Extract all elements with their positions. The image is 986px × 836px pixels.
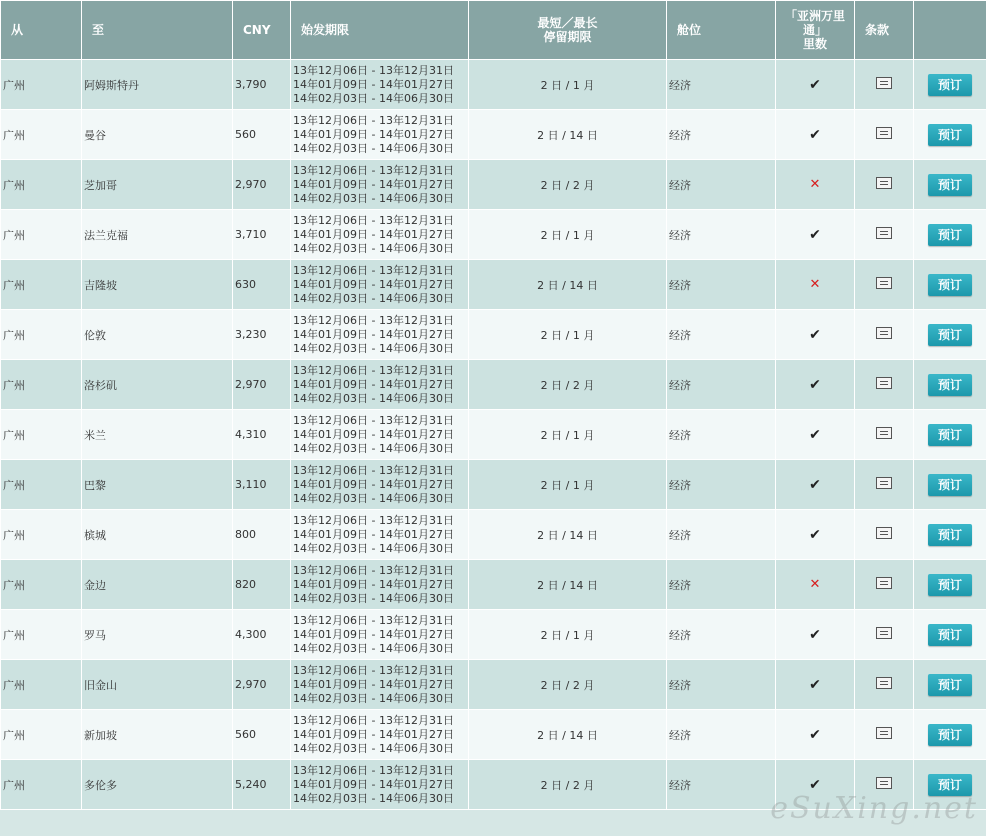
check-icon: ✔ bbox=[809, 676, 821, 693]
header-travel-period: 始发期限 bbox=[291, 1, 469, 60]
table-row bbox=[1, 560, 986, 610]
check-icon: ✔ bbox=[809, 776, 821, 793]
price-cell: 2,970 bbox=[233, 660, 291, 710]
book-cell bbox=[914, 510, 986, 560]
header-action bbox=[914, 1, 986, 60]
travel-period-line: 14年01月09日 - 14年01月27日 bbox=[293, 727, 454, 741]
table-row bbox=[1, 510, 986, 560]
price-cell: 3,230 bbox=[233, 310, 291, 360]
miles-cell bbox=[776, 460, 855, 510]
terms-cell[interactable] bbox=[855, 710, 914, 760]
destination-cell: 曼谷 bbox=[82, 110, 233, 160]
book-cell bbox=[914, 660, 986, 710]
travel-period-line: 14年02月03日 - 14年06月30日 bbox=[293, 391, 454, 405]
cabin-cell: 经济 bbox=[667, 560, 776, 610]
table-row bbox=[1, 660, 986, 710]
travel-period-cell bbox=[291, 260, 469, 310]
from-cell: 广州 bbox=[1, 410, 82, 460]
stay-cell: 2 日 / 14 日 bbox=[469, 560, 667, 610]
travel-period-line: 13年12月06日 - 13年12月31日 bbox=[293, 313, 454, 327]
travel-period-line: 13年12月06日 - 13年12月31日 bbox=[293, 213, 454, 227]
travel-period-line: 14年01月09日 - 14年01月27日 bbox=[293, 327, 454, 341]
check-icon: ✔ bbox=[809, 76, 821, 93]
miles-cell bbox=[776, 360, 855, 410]
terms-document-icon[interactable] bbox=[876, 377, 892, 389]
travel-period-line: 14年01月09日 - 14年01月27日 bbox=[293, 127, 454, 141]
travel-period-line: 14年02月03日 - 14年06月30日 bbox=[293, 91, 454, 105]
table-row bbox=[1, 710, 986, 760]
travel-period-line: 14年02月03日 - 14年06月30日 bbox=[293, 691, 454, 705]
terms-document-icon[interactable] bbox=[876, 777, 892, 789]
header-miles bbox=[776, 1, 855, 60]
header-stay-line2: 停留期限 bbox=[543, 30, 592, 44]
check-icon: ✔ bbox=[809, 526, 821, 543]
book-cell bbox=[914, 760, 986, 810]
travel-period-line: 13年12月06日 - 13年12月31日 bbox=[293, 363, 454, 377]
travel-period-line: 14年02月03日 - 14年06月30日 bbox=[293, 341, 454, 355]
header-terms: 条款 bbox=[855, 1, 914, 60]
miles-cell bbox=[776, 410, 855, 460]
travel-period-cell bbox=[291, 60, 469, 110]
destination-cell: 旧金山 bbox=[82, 660, 233, 710]
stay-cell: 2 日 / 1 月 bbox=[469, 460, 667, 510]
cross-icon: ✕ bbox=[809, 177, 821, 192]
destination-cell: 芝加哥 bbox=[82, 160, 233, 210]
from-cell: 广州 bbox=[1, 710, 82, 760]
table-row bbox=[1, 460, 986, 510]
price-cell: 800 bbox=[233, 510, 291, 560]
book-cell bbox=[914, 160, 986, 210]
travel-period-line: 13年12月06日 - 13年12月31日 bbox=[293, 63, 454, 77]
from-cell: 广州 bbox=[1, 210, 82, 260]
book-button[interactable]: 预订 bbox=[928, 424, 972, 446]
price-cell: 4,310 bbox=[233, 410, 291, 460]
terms-cell[interactable] bbox=[855, 160, 914, 210]
book-button[interactable]: 预订 bbox=[928, 224, 972, 246]
table-row bbox=[1, 260, 986, 310]
travel-period-line: 13年12月06日 - 13年12月31日 bbox=[293, 713, 454, 727]
price-cell: 2,970 bbox=[233, 160, 291, 210]
travel-period-cell bbox=[291, 460, 469, 510]
destination-cell: 罗马 bbox=[82, 610, 233, 660]
travel-period-line: 14年01月09日 - 14年01月27日 bbox=[293, 627, 454, 641]
check-icon: ✔ bbox=[809, 376, 821, 393]
cabin-cell: 经济 bbox=[667, 510, 776, 560]
travel-period-cell bbox=[291, 310, 469, 360]
terms-cell[interactable] bbox=[855, 510, 914, 560]
travel-period-line: 13年12月06日 - 13年12月31日 bbox=[293, 413, 454, 427]
cross-icon: ✕ bbox=[809, 277, 821, 292]
travel-period-line: 14年01月09日 - 14年01月27日 bbox=[293, 427, 454, 441]
destination-cell: 多伦多 bbox=[82, 760, 233, 810]
travel-period-line: 14年02月03日 - 14年06月30日 bbox=[293, 241, 454, 255]
destination-cell: 法兰克福 bbox=[82, 210, 233, 260]
travel-period-line: 13年12月06日 - 13年12月31日 bbox=[293, 763, 454, 777]
travel-period-line: 14年01月09日 - 14年01月27日 bbox=[293, 77, 454, 91]
book-cell bbox=[914, 710, 986, 760]
travel-period-line: 14年02月03日 - 14年06月30日 bbox=[293, 591, 454, 605]
cabin-cell: 经济 bbox=[667, 610, 776, 660]
travel-period-line: 13年12月06日 - 13年12月31日 bbox=[293, 113, 454, 127]
cabin-cell: 经济 bbox=[667, 360, 776, 410]
destination-cell: 洛杉矶 bbox=[82, 360, 233, 410]
book-button[interactable]: 预订 bbox=[928, 324, 972, 346]
travel-period-line: 14年01月09日 - 14年01月27日 bbox=[293, 527, 454, 541]
watermark: eSuXing.net bbox=[770, 791, 978, 826]
destination-cell: 米兰 bbox=[82, 410, 233, 460]
stay-cell: 2 日 / 14 日 bbox=[469, 710, 667, 760]
cabin-cell: 经济 bbox=[667, 60, 776, 110]
from-cell: 广州 bbox=[1, 260, 82, 310]
table-row bbox=[1, 110, 986, 160]
terms-document-icon[interactable] bbox=[876, 577, 892, 589]
miles-cell bbox=[776, 560, 855, 610]
fare-table-body bbox=[1, 60, 986, 810]
miles-cell bbox=[776, 60, 855, 110]
price-cell: 560 bbox=[233, 110, 291, 160]
price-cell: 2,970 bbox=[233, 360, 291, 410]
book-button[interactable]: 预订 bbox=[928, 374, 972, 396]
header-miles-line1: 「亚洲万里 bbox=[784, 9, 845, 23]
stay-cell: 2 日 / 14 日 bbox=[469, 110, 667, 160]
cabin-cell: 经济 bbox=[667, 410, 776, 460]
cabin-cell: 经济 bbox=[667, 460, 776, 510]
travel-period-line: 14年02月03日 - 14年06月30日 bbox=[293, 791, 454, 805]
terms-document-icon[interactable] bbox=[876, 327, 892, 339]
terms-cell[interactable] bbox=[855, 760, 914, 810]
terms-cell[interactable] bbox=[855, 410, 914, 460]
travel-period-line: 14年01月09日 - 14年01月27日 bbox=[293, 177, 454, 191]
travel-period-line: 14年02月03日 - 14年06月30日 bbox=[293, 141, 454, 155]
stay-cell: 2 日 / 1 月 bbox=[469, 410, 667, 460]
terms-cell[interactable] bbox=[855, 610, 914, 660]
table-row bbox=[1, 610, 986, 660]
table-row bbox=[1, 360, 986, 410]
from-cell: 广州 bbox=[1, 310, 82, 360]
book-cell bbox=[914, 610, 986, 660]
destination-cell: 巴黎 bbox=[82, 460, 233, 510]
header-to: 至 bbox=[82, 1, 233, 60]
price-cell: 5,240 bbox=[233, 760, 291, 810]
travel-period-line: 13年12月06日 - 13年12月31日 bbox=[293, 563, 454, 577]
terms-document-icon[interactable] bbox=[876, 627, 892, 639]
travel-period-cell bbox=[291, 360, 469, 410]
from-cell: 广州 bbox=[1, 60, 82, 110]
book-button[interactable]: 预订 bbox=[928, 574, 972, 596]
terms-cell[interactable] bbox=[855, 60, 914, 110]
cabin-cell: 经济 bbox=[667, 160, 776, 210]
terms-cell[interactable] bbox=[855, 360, 914, 410]
miles-cell bbox=[776, 710, 855, 760]
miles-cell bbox=[776, 160, 855, 210]
header-stay-line1: 最短／最长 bbox=[537, 16, 598, 30]
header-stay bbox=[469, 1, 667, 60]
travel-period-line: 14年01月09日 - 14年01月27日 bbox=[293, 777, 454, 791]
travel-period-line: 14年02月03日 - 14年06月30日 bbox=[293, 541, 454, 555]
travel-period-cell bbox=[291, 760, 469, 810]
book-cell bbox=[914, 110, 986, 160]
cabin-cell: 经济 bbox=[667, 760, 776, 810]
price-cell: 3,790 bbox=[233, 60, 291, 110]
from-cell: 广州 bbox=[1, 610, 82, 660]
stay-cell: 2 日 / 14 日 bbox=[469, 260, 667, 310]
travel-period-line: 14年01月09日 - 14年01月27日 bbox=[293, 577, 454, 591]
book-cell bbox=[914, 310, 986, 360]
book-button[interactable]: 预订 bbox=[928, 524, 972, 546]
cabin-cell: 经济 bbox=[667, 310, 776, 360]
travel-period-line: 13年12月06日 - 13年12月31日 bbox=[293, 463, 454, 477]
header-miles-line2: 通」 bbox=[802, 23, 827, 37]
destination-cell: 伦敦 bbox=[82, 310, 233, 360]
price-cell: 630 bbox=[233, 260, 291, 310]
book-cell bbox=[914, 60, 986, 110]
terms-cell[interactable] bbox=[855, 660, 914, 710]
price-cell: 820 bbox=[233, 560, 291, 610]
travel-period-cell bbox=[291, 660, 469, 710]
travel-period-line: 14年01月09日 - 14年01月27日 bbox=[293, 277, 454, 291]
terms-document-icon[interactable] bbox=[876, 177, 892, 189]
book-button[interactable]: 预订 bbox=[928, 724, 972, 746]
travel-period-line: 13年12月06日 - 13年12月31日 bbox=[293, 513, 454, 527]
travel-period-line: 14年01月09日 - 14年01月27日 bbox=[293, 377, 454, 391]
header-from: 从 bbox=[1, 1, 82, 60]
cabin-cell: 经济 bbox=[667, 110, 776, 160]
book-button[interactable]: 预订 bbox=[928, 474, 972, 496]
book-cell bbox=[914, 260, 986, 310]
travel-period-line: 14年01月09日 - 14年01月27日 bbox=[293, 227, 454, 241]
header-row bbox=[1, 1, 986, 60]
terms-cell[interactable] bbox=[855, 210, 914, 260]
terms-cell[interactable] bbox=[855, 110, 914, 160]
stay-cell: 2 日 / 2 月 bbox=[469, 760, 667, 810]
destination-cell: 阿姆斯特丹 bbox=[82, 60, 233, 110]
table-row bbox=[1, 760, 986, 810]
travel-period-line: 13年12月06日 - 13年12月31日 bbox=[293, 163, 454, 177]
book-button[interactable]: 预订 bbox=[928, 674, 972, 696]
miles-cell bbox=[776, 260, 855, 310]
terms-cell[interactable] bbox=[855, 260, 914, 310]
terms-cell[interactable] bbox=[855, 310, 914, 360]
from-cell: 广州 bbox=[1, 110, 82, 160]
table-row bbox=[1, 210, 986, 260]
travel-period-line: 14年02月03日 - 14年06月30日 bbox=[293, 641, 454, 655]
book-cell bbox=[914, 460, 986, 510]
travel-period-line: 14年02月03日 - 14年06月30日 bbox=[293, 741, 454, 755]
travel-period-line: 14年01月09日 - 14年01月27日 bbox=[293, 677, 454, 691]
price-cell: 3,110 bbox=[233, 460, 291, 510]
destination-cell: 吉隆坡 bbox=[82, 260, 233, 310]
miles-cell bbox=[776, 660, 855, 710]
table-row bbox=[1, 160, 986, 210]
cabin-cell: 经济 bbox=[667, 660, 776, 710]
check-icon: ✔ bbox=[809, 476, 821, 493]
stay-cell: 2 日 / 1 月 bbox=[469, 210, 667, 260]
header-currency: CNY bbox=[233, 1, 291, 60]
book-button[interactable]: 预订 bbox=[928, 774, 972, 796]
stay-cell: 2 日 / 2 月 bbox=[469, 160, 667, 210]
from-cell: 广州 bbox=[1, 660, 82, 710]
destination-cell: 金边 bbox=[82, 560, 233, 610]
check-icon: ✔ bbox=[809, 126, 821, 143]
travel-period-line: 14年01月09日 - 14年01月27日 bbox=[293, 477, 454, 491]
price-cell: 560 bbox=[233, 710, 291, 760]
book-cell bbox=[914, 410, 986, 460]
terms-document-icon[interactable] bbox=[876, 277, 892, 289]
travel-period-cell bbox=[291, 160, 469, 210]
cabin-cell: 经济 bbox=[667, 260, 776, 310]
check-icon: ✔ bbox=[809, 626, 821, 643]
stay-cell: 2 日 / 2 月 bbox=[469, 360, 667, 410]
from-cell: 广州 bbox=[1, 160, 82, 210]
miles-cell bbox=[776, 510, 855, 560]
stay-cell: 2 日 / 1 月 bbox=[469, 610, 667, 660]
price-cell: 4,300 bbox=[233, 610, 291, 660]
terms-document-icon[interactable] bbox=[876, 77, 892, 89]
terms-document-icon[interactable] bbox=[876, 427, 892, 439]
stay-cell: 2 日 / 1 月 bbox=[469, 60, 667, 110]
table-row bbox=[1, 60, 986, 110]
book-button[interactable]: 预订 bbox=[928, 624, 972, 646]
terms-document-icon[interactable] bbox=[876, 127, 892, 139]
check-icon: ✔ bbox=[809, 326, 821, 343]
check-icon: ✔ bbox=[809, 226, 821, 243]
header-cabin: 舱位 bbox=[667, 1, 776, 60]
travel-period-cell bbox=[291, 710, 469, 760]
cabin-cell: 经济 bbox=[667, 710, 776, 760]
travel-period-line: 14年02月03日 - 14年06月30日 bbox=[293, 441, 454, 455]
travel-period-line: 13年12月06日 - 13年12月31日 bbox=[293, 263, 454, 277]
miles-cell bbox=[776, 760, 855, 810]
table-row bbox=[1, 310, 986, 360]
stay-cell: 2 日 / 14 日 bbox=[469, 510, 667, 560]
travel-period-cell bbox=[291, 510, 469, 560]
destination-cell: 新加坡 bbox=[82, 710, 233, 760]
travel-period-line: 13年12月06日 - 13年12月31日 bbox=[293, 613, 454, 627]
terms-cell[interactable] bbox=[855, 560, 914, 610]
book-button[interactable]: 预订 bbox=[928, 174, 972, 196]
from-cell: 广州 bbox=[1, 460, 82, 510]
table-row bbox=[1, 410, 986, 460]
terms-document-icon[interactable] bbox=[876, 677, 892, 689]
book-cell bbox=[914, 560, 986, 610]
miles-cell bbox=[776, 210, 855, 260]
terms-document-icon[interactable] bbox=[876, 227, 892, 239]
travel-period-line: 14年02月03日 - 14年06月30日 bbox=[293, 491, 454, 505]
terms-cell[interactable] bbox=[855, 460, 914, 510]
book-cell bbox=[914, 210, 986, 260]
book-button[interactable]: 预订 bbox=[928, 74, 972, 96]
terms-document-icon[interactable] bbox=[876, 527, 892, 539]
travel-period-cell bbox=[291, 560, 469, 610]
from-cell: 广州 bbox=[1, 560, 82, 610]
stay-cell: 2 日 / 1 月 bbox=[469, 310, 667, 360]
miles-cell bbox=[776, 310, 855, 360]
from-cell: 广州 bbox=[1, 760, 82, 810]
book-button[interactable]: 预订 bbox=[928, 274, 972, 296]
price-cell: 3,710 bbox=[233, 210, 291, 260]
miles-cell bbox=[776, 610, 855, 660]
from-cell: 广州 bbox=[1, 360, 82, 410]
cabin-cell: 经济 bbox=[667, 210, 776, 260]
book-button[interactable]: 预订 bbox=[928, 124, 972, 146]
check-icon: ✔ bbox=[809, 726, 821, 743]
header-miles-line3: 里数 bbox=[802, 37, 827, 51]
travel-period-line: 14年02月03日 - 14年06月30日 bbox=[293, 191, 454, 205]
destination-cell: 槟城 bbox=[82, 510, 233, 560]
travel-period-cell bbox=[291, 610, 469, 660]
travel-period-cell bbox=[291, 210, 469, 260]
travel-period-cell bbox=[291, 110, 469, 160]
travel-period-line: 14年02月03日 - 14年06月30日 bbox=[293, 291, 454, 305]
travel-period-line: 13年12月06日 - 13年12月31日 bbox=[293, 663, 454, 677]
cross-icon: ✕ bbox=[809, 577, 821, 592]
check-icon: ✔ bbox=[809, 426, 821, 443]
stay-cell: 2 日 / 2 月 bbox=[469, 660, 667, 710]
miles-cell bbox=[776, 110, 855, 160]
terms-document-icon[interactable] bbox=[876, 477, 892, 489]
travel-period-cell bbox=[291, 410, 469, 460]
book-cell bbox=[914, 360, 986, 410]
from-cell: 广州 bbox=[1, 510, 82, 560]
terms-document-icon[interactable] bbox=[876, 727, 892, 739]
